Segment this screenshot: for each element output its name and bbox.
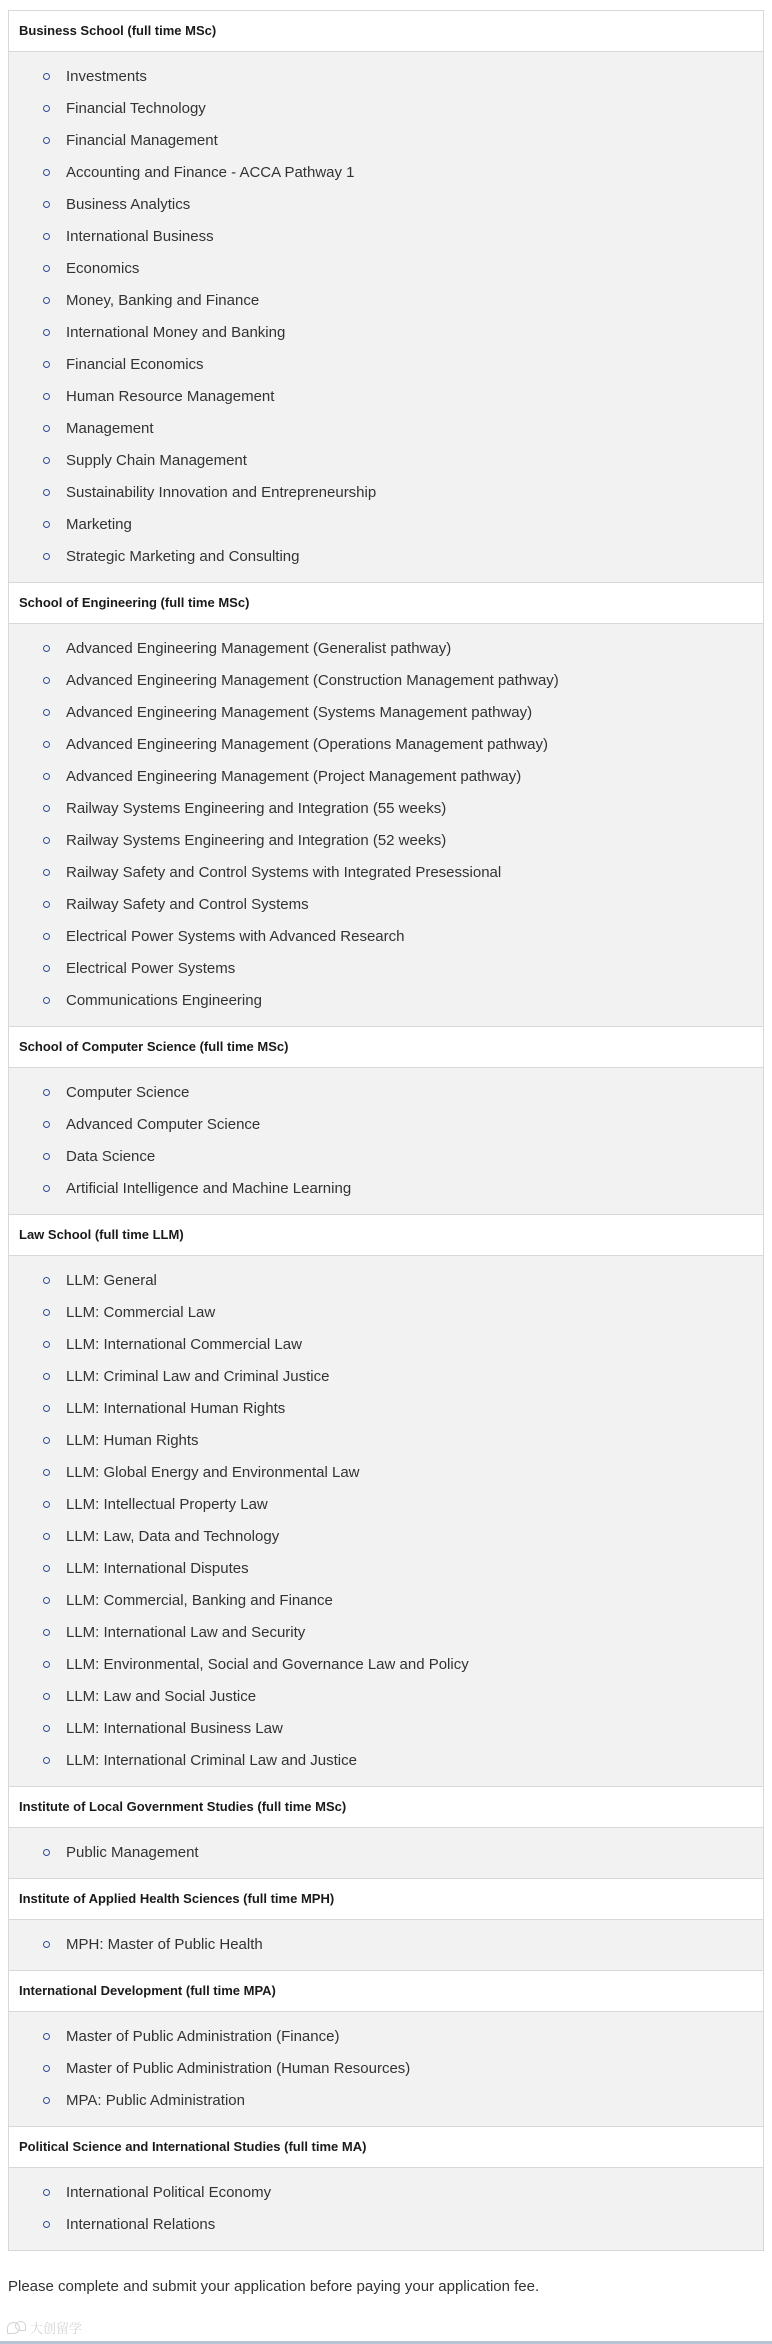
circle-bullet-icon	[43, 1533, 50, 1540]
circle-bullet-icon	[43, 329, 50, 336]
programme-section	[8, 1878, 764, 1970]
footer-note: Please complete and submit your application before paying your application fee.	[8, 2278, 540, 2295]
list-item	[9, 953, 763, 985]
circle-bullet-icon	[43, 869, 50, 876]
list-item	[9, 697, 763, 729]
list-item-label: Railway Systems Engineering and Integration (55 weeks)	[66, 800, 447, 817]
circle-bullet-icon	[43, 965, 50, 972]
programme-list	[9, 1256, 763, 1786]
circle-bullet-icon	[43, 645, 50, 652]
list-item-label: Electrical Power Systems	[66, 960, 236, 977]
list-item	[9, 1329, 763, 1361]
section-title: International Development (full time MPA)	[9, 1971, 763, 2012]
section-title: Institute of Local Government Studies (full time MSc)	[9, 1787, 763, 1828]
circle-bullet-icon	[43, 1341, 50, 1348]
list-item-label: LLM: International Law and Security	[66, 1624, 306, 1641]
circle-bullet-icon	[43, 169, 50, 176]
list-item	[9, 1649, 763, 1681]
circle-bullet-icon	[43, 489, 50, 496]
section-title: Business School (full time MSc)	[9, 11, 763, 52]
list-item	[9, 761, 763, 793]
list-item	[9, 825, 763, 857]
list-item	[9, 509, 763, 541]
list-item	[9, 1929, 763, 1961]
list-item-label: International Political Economy	[66, 2184, 272, 2201]
circle-bullet-icon	[43, 201, 50, 208]
circle-bullet-icon	[43, 741, 50, 748]
list-item-label: LLM: International Disputes	[66, 1560, 249, 1577]
circle-bullet-icon	[43, 1405, 50, 1412]
list-item-label: Management	[66, 420, 154, 437]
list-item-label: LLM: International Commercial Law	[66, 1336, 302, 1353]
circle-bullet-icon	[43, 553, 50, 560]
programme-list	[9, 2168, 763, 2250]
programme-section	[8, 10, 764, 582]
list-item	[9, 157, 763, 189]
list-item-label: Advanced Engineering Management (Construction Management pathway)	[66, 672, 559, 689]
list-item-label: LLM: Environmental, Social and Governance Law and Policy	[66, 1656, 469, 1673]
circle-bullet-icon	[43, 2189, 50, 2196]
list-item-label: Money, Banking and Finance	[66, 292, 260, 309]
circle-bullet-icon	[43, 1597, 50, 1604]
list-item-label: Advanced Engineering Management (Systems Management pathway)	[66, 704, 533, 721]
circle-bullet-icon	[43, 2033, 50, 2040]
list-item	[9, 729, 763, 761]
watermark-text: 大创留学	[30, 2321, 83, 2337]
list-item-label: LLM: International Criminal Law and Justice	[66, 1752, 357, 1769]
list-item	[9, 1521, 763, 1553]
section-title: Institute of Applied Health Sciences (full time MPH)	[9, 1879, 763, 1920]
list-item	[9, 1713, 763, 1745]
list-item-label: International Business	[66, 228, 214, 245]
section-title: Law School (full time LLM)	[9, 1215, 763, 1256]
list-item-label: LLM: Criminal Law and Criminal Justice	[66, 1368, 330, 1385]
list-item	[9, 665, 763, 697]
circle-bullet-icon	[43, 773, 50, 780]
circle-bullet-icon	[43, 1725, 50, 1732]
list-item-label: Investments	[66, 68, 147, 85]
circle-bullet-icon	[43, 1373, 50, 1380]
circle-bullet-icon	[43, 1629, 50, 1636]
circle-bullet-icon	[43, 425, 50, 432]
list-item-label: Business Analytics	[66, 196, 191, 213]
programme-section	[8, 2126, 764, 2251]
list-item-label: Railway Safety and Control Systems	[66, 896, 309, 913]
list-item	[9, 1457, 763, 1489]
list-item	[9, 1109, 763, 1141]
watermark	[6, 2318, 82, 2336]
list-item-label: Master of Public Administration (Finance)	[66, 2028, 340, 2045]
circle-bullet-icon	[43, 233, 50, 240]
list-item	[9, 1393, 763, 1425]
list-item-label: Public Management	[66, 1844, 199, 1861]
list-item	[9, 317, 763, 349]
list-item-label: Advanced Engineering Management (Project Management pathway)	[66, 768, 522, 785]
list-item-label: LLM: General	[66, 1272, 157, 1289]
programme-section	[8, 1970, 764, 2126]
circle-bullet-icon	[43, 1501, 50, 1508]
circle-bullet-icon	[43, 2065, 50, 2072]
list-item	[9, 1553, 763, 1585]
list-item-label: Financial Technology	[66, 100, 206, 117]
list-item-label: LLM: International Human Rights	[66, 1400, 286, 1417]
list-item-label: Economics	[66, 260, 140, 277]
list-item	[9, 1361, 763, 1393]
list-item-label: Accounting and Finance - ACCA Pathway 1	[66, 164, 355, 181]
circle-bullet-icon	[43, 1309, 50, 1316]
list-item-label: LLM: International Business Law	[66, 1720, 283, 1737]
circle-bullet-icon	[43, 1089, 50, 1096]
list-item	[9, 1585, 763, 1617]
list-item	[9, 1297, 763, 1329]
list-item-label: LLM: Law, Data and Technology	[66, 1528, 280, 1545]
programme-section	[8, 582, 764, 1026]
circle-bullet-icon	[43, 297, 50, 304]
list-item	[9, 1265, 763, 1297]
list-item-label: LLM: Global Energy and Environmental Law	[66, 1464, 360, 1481]
list-item	[9, 93, 763, 125]
list-item-label: Advanced Engineering Management (Generalist pathway)	[66, 640, 452, 657]
list-item	[9, 921, 763, 953]
list-item	[9, 413, 763, 445]
programme-section	[8, 1214, 764, 1786]
programme-list	[9, 1068, 763, 1214]
list-item	[9, 1489, 763, 1521]
list-item	[9, 477, 763, 509]
programme-list	[9, 1920, 763, 1970]
list-item-label: International Money and Banking	[66, 324, 286, 341]
list-item-label: Data Science	[66, 1148, 156, 1165]
list-item	[9, 1745, 763, 1777]
list-item	[9, 1681, 763, 1713]
circle-bullet-icon	[43, 137, 50, 144]
programme-list	[9, 2012, 763, 2126]
list-item-label: Railway Systems Engineering and Integration (52 weeks)	[66, 832, 447, 849]
circle-bullet-icon	[43, 1661, 50, 1668]
circle-bullet-icon	[43, 265, 50, 272]
circle-bullet-icon	[43, 393, 50, 400]
list-item	[9, 1425, 763, 1457]
circle-bullet-icon	[43, 1277, 50, 1284]
circle-bullet-icon	[43, 73, 50, 80]
list-item	[9, 61, 763, 93]
list-item-label: International Relations	[66, 2216, 216, 2233]
circle-bullet-icon	[43, 1757, 50, 1764]
list-item	[9, 2021, 763, 2053]
circle-bullet-icon	[43, 1121, 50, 1128]
circle-bullet-icon	[43, 933, 50, 940]
circle-bullet-icon	[43, 1849, 50, 1856]
list-item	[9, 1077, 763, 1109]
list-item-label: Communications Engineering	[66, 992, 262, 1009]
list-item-label: LLM: Human Rights	[66, 1432, 199, 1449]
circle-bullet-icon	[43, 1565, 50, 1572]
list-item-label: Financial Economics	[66, 356, 204, 373]
list-item-label: Computer Science	[66, 1084, 190, 1101]
circle-bullet-icon	[43, 709, 50, 716]
circle-bullet-icon	[43, 805, 50, 812]
list-item-label: Electrical Power Systems with Advanced Research	[66, 928, 405, 945]
list-item	[9, 2177, 763, 2209]
list-item	[9, 793, 763, 825]
section-title: School of Computer Science (full time MSc)	[9, 1027, 763, 1068]
list-item	[9, 445, 763, 477]
list-item	[9, 125, 763, 157]
list-item	[9, 2085, 763, 2117]
list-item-label: Supply Chain Management	[66, 452, 247, 469]
cloud-logo-icon	[6, 2320, 28, 2334]
list-item	[9, 1173, 763, 1205]
circle-bullet-icon	[43, 2221, 50, 2228]
section-title: School of Engineering (full time MSc)	[9, 583, 763, 624]
circle-bullet-icon	[43, 361, 50, 368]
list-item	[9, 189, 763, 221]
list-item-label: Railway Safety and Control Systems with Integrated Presessional	[66, 864, 502, 881]
list-item-label: Artificial Intelligence and Machine Learning	[66, 1180, 352, 1197]
list-item-label: Human Resource Management	[66, 388, 275, 405]
list-item	[9, 1837, 763, 1869]
circle-bullet-icon	[43, 837, 50, 844]
list-item	[9, 985, 763, 1017]
list-item	[9, 285, 763, 317]
list-item-label: Marketing	[66, 516, 132, 533]
list-item-label: LLM: Commercial Law	[66, 1304, 216, 1321]
list-item	[9, 633, 763, 665]
list-item-label: LLM: Law and Social Justice	[66, 1688, 257, 1705]
list-item	[9, 541, 763, 573]
programme-list	[9, 624, 763, 1026]
circle-bullet-icon	[43, 457, 50, 464]
list-item-label: MPH: Master of Public Health	[66, 1936, 263, 1953]
list-item-label: Master of Public Administration (Human Resources)	[66, 2060, 411, 2077]
circle-bullet-icon	[43, 1185, 50, 1192]
list-item	[9, 349, 763, 381]
section-title: Political Science and International Studies (full time MA)	[9, 2127, 763, 2168]
list-item-label: Financial Management	[66, 132, 218, 149]
list-item	[9, 2053, 763, 2085]
circle-bullet-icon	[43, 521, 50, 528]
list-item-label: Sustainability Innovation and Entrepreneurship	[66, 484, 377, 501]
circle-bullet-icon	[43, 1153, 50, 1160]
programme-list	[9, 52, 763, 582]
list-item	[9, 1617, 763, 1649]
list-item-label: MPA: Public Administration	[66, 2092, 245, 2109]
circle-bullet-icon	[43, 997, 50, 1004]
list-item-label: LLM: Commercial, Banking and Finance	[66, 1592, 333, 1609]
circle-bullet-icon	[43, 901, 50, 908]
programme-sections	[8, 10, 764, 2251]
list-item	[9, 1141, 763, 1173]
circle-bullet-icon	[43, 1437, 50, 1444]
circle-bullet-icon	[43, 677, 50, 684]
list-item	[9, 2209, 763, 2241]
list-item-label: LLM: Intellectual Property Law	[66, 1496, 268, 1513]
circle-bullet-icon	[43, 1693, 50, 1700]
circle-bullet-icon	[43, 2097, 50, 2104]
list-item	[9, 857, 763, 889]
list-item-label: Strategic Marketing and Consulting	[66, 548, 300, 565]
circle-bullet-icon	[43, 105, 50, 112]
programme-section	[8, 1786, 764, 1878]
list-item-label: Advanced Computer Science	[66, 1116, 261, 1133]
list-item	[9, 253, 763, 285]
list-item	[9, 889, 763, 921]
programme-section	[8, 1026, 764, 1214]
list-item	[9, 221, 763, 253]
programme-list	[9, 1828, 763, 1878]
list-item	[9, 381, 763, 413]
list-item-label: Advanced Engineering Management (Operations Management pathway)	[66, 736, 548, 753]
circle-bullet-icon	[43, 1469, 50, 1476]
circle-bullet-icon	[43, 1941, 50, 1948]
